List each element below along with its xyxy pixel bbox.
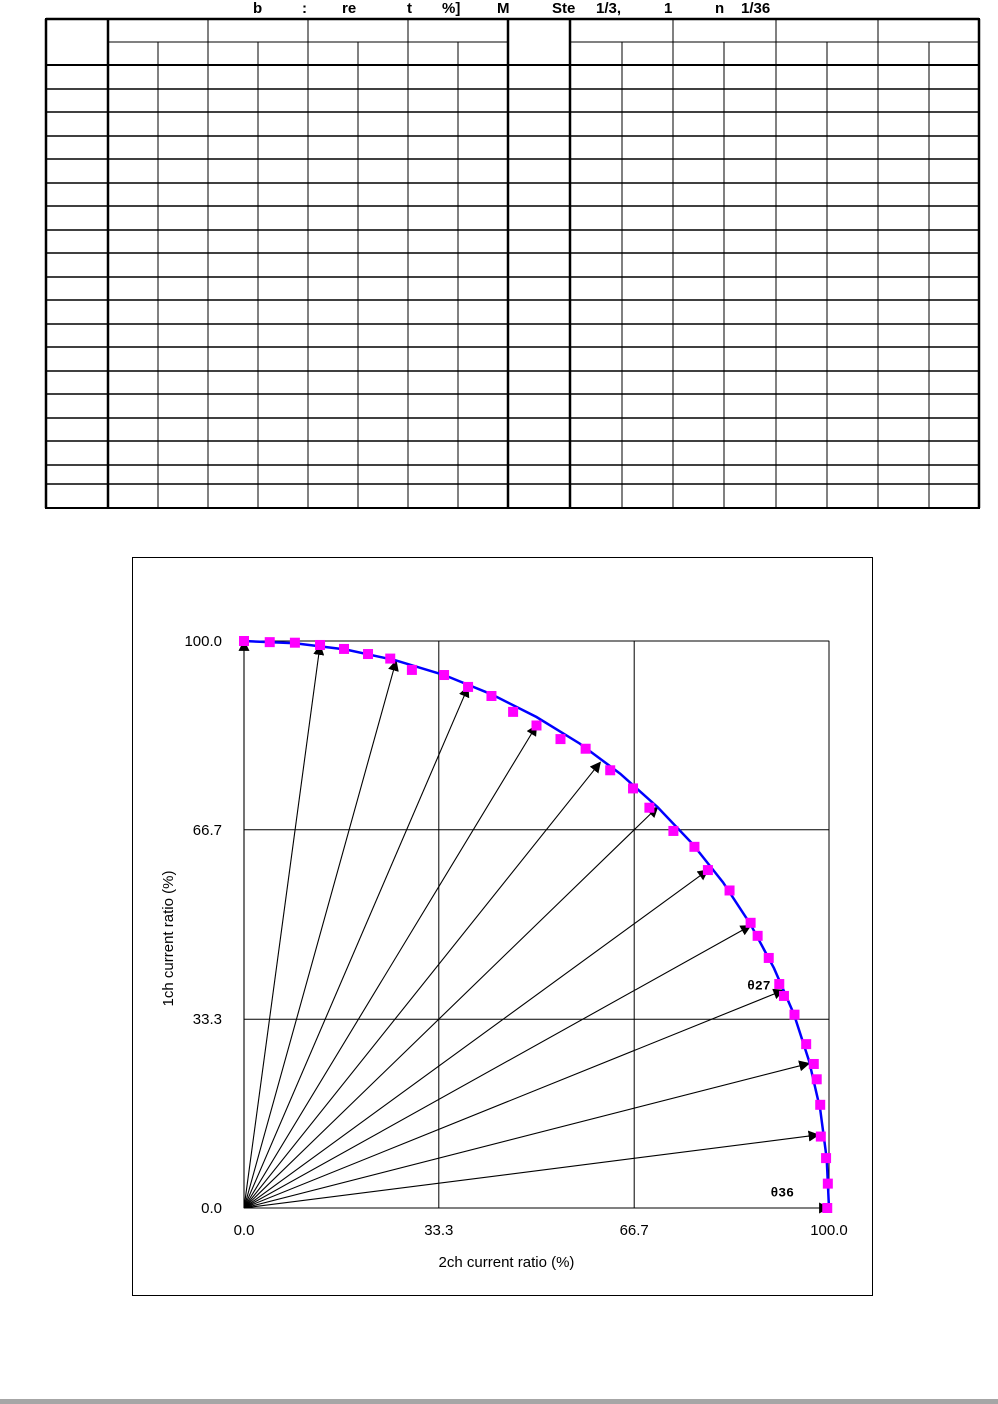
table-border — [46, 19, 979, 508]
chart-frame — [132, 557, 873, 1296]
x-tick-label: 66.7 — [619, 1222, 649, 1239]
vector-arrow — [244, 762, 600, 1208]
data-point — [407, 665, 417, 675]
header-fragment: n — [715, 0, 725, 17]
header-fragment: %] — [442, 0, 461, 17]
data-point — [821, 1153, 831, 1163]
header-fragment: 1/3, — [596, 0, 622, 17]
data-point — [315, 640, 325, 650]
data-point — [823, 1179, 833, 1189]
data-point — [339, 644, 349, 654]
header-fragment: : — [302, 0, 307, 17]
data-point — [628, 783, 638, 793]
vector-arrow — [244, 687, 468, 1208]
data-point — [812, 1074, 822, 1084]
data-point — [822, 1203, 832, 1213]
data-point — [789, 1010, 799, 1020]
angle-annotation: θ27 — [747, 978, 771, 994]
header-fragment: 1 — [664, 0, 673, 17]
data-point — [385, 654, 395, 664]
data-point — [689, 842, 699, 852]
data-point — [581, 744, 591, 754]
y-tick-label: 100.0 — [184, 633, 222, 650]
header-fragment: t — [407, 0, 412, 17]
data-point — [239, 636, 249, 646]
vector-arrow — [244, 645, 320, 1208]
y-tick-label: 66.7 — [192, 821, 222, 839]
data-point — [668, 826, 678, 836]
data-point — [605, 765, 615, 775]
y-axis-label: 1ch current ratio (%) — [160, 870, 177, 1007]
data-point — [753, 931, 763, 941]
current-ratio-chart — [133, 558, 874, 1297]
header-fragment: 1/36 — [741, 0, 771, 17]
y-tick-label: 0.0 — [201, 1200, 222, 1217]
vector-arrow — [244, 1063, 809, 1208]
data-point — [703, 865, 713, 875]
data-table-grid — [0, 0, 998, 520]
data-point — [532, 720, 542, 730]
data-point — [725, 885, 735, 895]
data-point — [764, 953, 774, 963]
header-fragment: Ste — [552, 0, 576, 17]
data-point — [290, 638, 300, 648]
header-fragment: re — [342, 0, 357, 17]
vector-arrow — [244, 926, 751, 1208]
data-point — [265, 637, 275, 647]
header-fragment: b — [253, 0, 263, 17]
data-point — [644, 803, 654, 813]
data-point — [801, 1039, 811, 1049]
data-point — [809, 1059, 819, 1069]
data-point — [555, 734, 565, 744]
header-fragment: M — [497, 0, 510, 17]
data-point — [439, 670, 449, 680]
angle-annotation: θ36 — [770, 1185, 794, 1201]
data-point — [486, 691, 496, 701]
data-point — [774, 979, 784, 989]
data-point — [508, 707, 518, 717]
data-point — [779, 991, 789, 1001]
y-tick-label: 33.3 — [192, 1011, 222, 1029]
x-tick-label: 33.3 — [424, 1222, 454, 1239]
x-tick-label: 100.0 — [810, 1222, 848, 1239]
data-point — [363, 649, 373, 659]
page-bottom-rule — [0, 1399, 998, 1404]
vector-arrow — [244, 990, 783, 1208]
x-axis-label: 2ch current ratio (%) — [438, 1254, 575, 1271]
x-tick-label: 0.0 — [233, 1222, 255, 1239]
data-point — [816, 1132, 826, 1142]
data-point — [815, 1100, 825, 1110]
data-point — [746, 918, 756, 928]
data-point — [463, 682, 473, 692]
vector-arrow — [244, 661, 396, 1208]
